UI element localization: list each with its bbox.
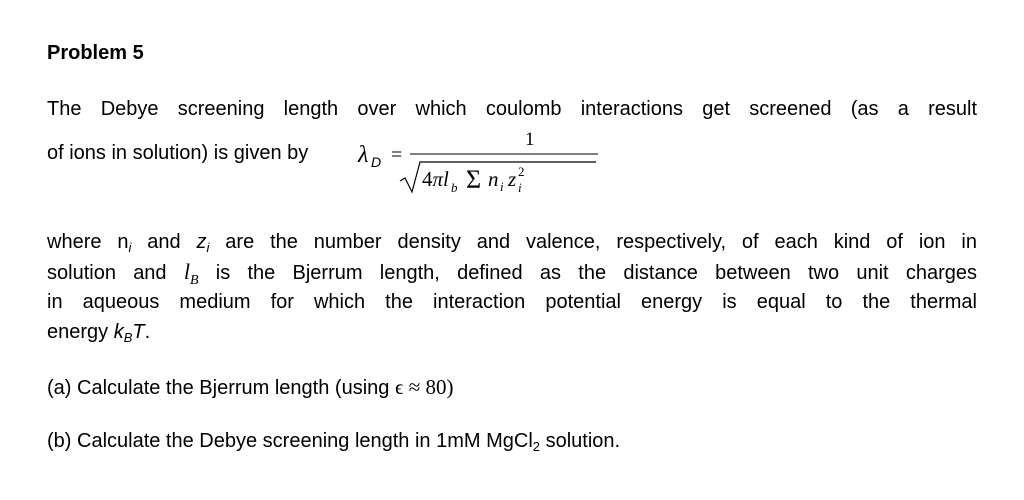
- definition-line-2: [47, 257, 977, 287]
- formula-equals: =: [391, 144, 403, 166]
- part-a-approx-value: ≈ 80): [403, 375, 454, 399]
- def-text-solution-and: solution and: [47, 262, 184, 284]
- part-a-epsilon: ϵ: [394, 375, 404, 399]
- problem-title: Problem 5: [47, 42, 144, 64]
- definition-line-3: in aqueous medium for which the interaction potential energy is equal to the thermal: [47, 291, 977, 313]
- formula-numerator: 1: [525, 129, 535, 150]
- part-b-text: (b) Calculate the Debye screening length in 1mM MgCl: [47, 430, 533, 452]
- part-a-text: (a) Calculate the Bjerrum length (using: [47, 377, 395, 399]
- def-text-and: and: [131, 231, 197, 253]
- intro-line-1: The Debye screening length over which coulomb interactions get screened (as a result: [47, 98, 977, 120]
- def-text-energy: energy: [47, 321, 114, 343]
- formula-den-z-sup: 2: [518, 164, 525, 179]
- formula-den-n: n: [488, 167, 499, 191]
- part-b: [47, 426, 620, 462]
- def-k-sub: B: [123, 330, 133, 345]
- formula-svg: [358, 126, 598, 196]
- def-bjerrum-sub: B: [189, 273, 199, 288]
- def-text-rest-1: are the number density and valence, respectively, of each kind of ion in: [209, 231, 977, 253]
- def-bjerrum-symbol: l: [183, 259, 190, 284]
- formula-sum: Σ: [466, 165, 482, 194]
- formula-lambda-sub: D: [371, 154, 382, 170]
- formula-den-z-sub: i: [518, 180, 522, 195]
- formula-lambda: λ: [358, 142, 369, 168]
- def-n-sub: i: [128, 240, 132, 255]
- def-text-rest-2: is the Bjerrum length, defined as the distance between two unit charges: [198, 262, 977, 284]
- debye-length-formula: [358, 126, 598, 196]
- part-b-text-end: solution.: [540, 430, 621, 452]
- part-a: [47, 372, 454, 403]
- definition-line-1: [47, 227, 977, 257]
- def-z: z: [196, 231, 207, 253]
- definition-paragraph: [47, 227, 977, 347]
- def-period: .: [144, 321, 151, 343]
- definition-line-4: [47, 317, 977, 347]
- def-z-sub: i: [206, 240, 210, 255]
- formula-den-coeff-sub: b: [451, 180, 458, 195]
- def-T: T: [132, 321, 145, 343]
- formula-den-coeff: 4πl: [422, 167, 449, 191]
- formula-den-n-sub: i: [500, 179, 504, 194]
- part-b-subscript: 2: [532, 439, 541, 454]
- formula-den-z: z: [508, 167, 517, 191]
- def-text-where-n: where n: [47, 231, 129, 253]
- intro-line-2-text: of ions in solution) is given by: [47, 142, 309, 164]
- intro-line-2: [47, 138, 308, 168]
- def-k: k: [113, 321, 124, 343]
